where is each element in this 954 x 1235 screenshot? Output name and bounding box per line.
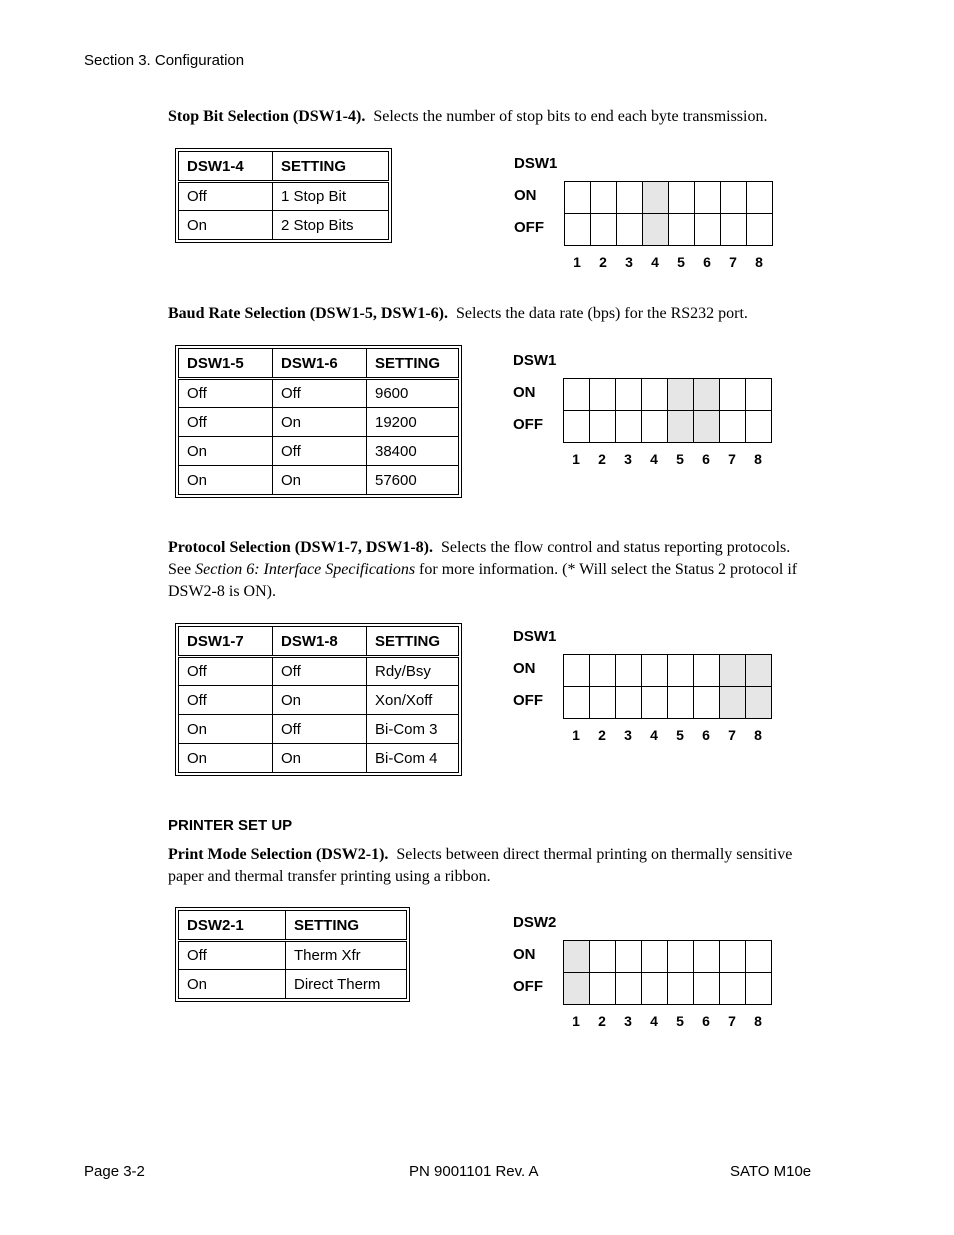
dip-off-label: OFF [513, 978, 543, 995]
table-row [179, 211, 389, 240]
column-header: SETTING [273, 152, 389, 182]
table-cell: Off [273, 657, 367, 686]
dip-switch-1-off-cell [564, 687, 590, 719]
dip-switch-2-off-cell [590, 411, 616, 443]
column-header: DSW1-5 [179, 349, 273, 379]
dip-switch-6-on-cell [694, 379, 720, 411]
table-cell: Off [179, 379, 273, 408]
print-mode-text: Selects between direct thermal printing on thermally sensitive paper and thermal transfer printing using a ribbon. [168, 846, 793, 885]
print-mode-paragraph [168, 844, 808, 888]
dip-switch-4-off-cell [642, 973, 668, 1005]
table-row [179, 744, 459, 773]
dip-switch-number: 1 [573, 254, 581, 270]
table-cell: Off [179, 941, 286, 970]
running-header: Section 3. Configuration [84, 52, 245, 69]
table-cell: Direct Therm [286, 970, 407, 999]
dip-switch-8-on-cell [746, 941, 772, 973]
table-header-row [179, 627, 459, 657]
dip-switch-number: 7 [728, 451, 736, 467]
dip-on-label: ON [513, 384, 536, 401]
dip-switch-grid [564, 181, 773, 246]
table-row [179, 941, 407, 970]
dip-off-label: OFF [513, 692, 543, 709]
dip-label: DSW2 [513, 914, 557, 931]
dip-switch-number: 3 [624, 451, 632, 467]
dip-switch-1-on-cell [564, 379, 590, 411]
dip-on-label: ON [514, 187, 537, 204]
table-row [179, 970, 407, 999]
dip-switch-4-on-cell [643, 182, 669, 214]
protocol-text-after: for more information. (* Will select the Status 2 protocol if DSW2-8 is ON). [168, 561, 798, 600]
printer-setup-heading: PRINTER SET UP [168, 817, 293, 834]
footer-part-number: PN 9001101 Rev. A [409, 1163, 539, 1180]
dip-switch-8-off-cell [746, 411, 772, 443]
dip-switch-3-on-cell [616, 379, 642, 411]
dip-switch-2-on-cell [590, 941, 616, 973]
baud-rate-table [175, 345, 462, 498]
dip-on-label: ON [513, 660, 536, 677]
stop-bit-table [175, 148, 392, 243]
dip-switch-5-on-cell [668, 379, 694, 411]
dip-switch-8-on-cell [746, 379, 772, 411]
dip-switch-7-off-cell [720, 411, 746, 443]
dip-switch-5-on-cell [668, 941, 694, 973]
table-row [179, 686, 459, 715]
dsw1-baud-rate-diagram [513, 347, 773, 467]
footer-product: SATO M10e [730, 1163, 812, 1180]
dip-switch-1-on-cell [564, 655, 590, 687]
dip-switch-1-off-cell [564, 411, 590, 443]
dip-switch-number: 6 [702, 727, 710, 743]
table-header-row [179, 911, 407, 941]
table-cell: Off [273, 437, 367, 466]
dip-switch-3-on-cell [616, 941, 642, 973]
dip-switch-1-off-cell [565, 214, 591, 246]
dip-switch-1-on-cell [564, 941, 590, 973]
dip-switch-number: 6 [703, 254, 711, 270]
table-cell: Off [273, 715, 367, 744]
dip-switch-6-on-cell [695, 182, 721, 214]
dip-switch-number: 8 [754, 727, 762, 743]
table-row [179, 182, 389, 211]
dip-switch-7-off-cell [720, 973, 746, 1005]
dip-switch-grid [563, 378, 772, 443]
dip-switch-7-off-cell [721, 214, 747, 246]
dip-switch-grid [563, 654, 772, 719]
table-row [179, 408, 459, 437]
stop-bit-paragraph [168, 106, 808, 128]
dip-switch-7-off-cell [720, 687, 746, 719]
dip-switch-4-on-cell [642, 941, 668, 973]
dip-switch-8-off-cell [746, 973, 772, 1005]
column-header: SETTING [367, 349, 459, 379]
dip-switch-number: 4 [650, 727, 658, 743]
table-cell: Bi-Com 4 [367, 744, 459, 773]
table-cell: 57600 [367, 466, 459, 495]
dip-switch-8-on-cell [746, 655, 772, 687]
dip-switch-number: 4 [650, 451, 658, 467]
dip-switch-4-on-cell [642, 379, 668, 411]
dip-switch-number: 3 [624, 1013, 632, 1029]
table-cell: On [179, 211, 273, 240]
baud-rate-title: Baud Rate Selection (DSW1-5, DSW1-6). [168, 305, 448, 322]
table-header-row [179, 349, 459, 379]
baud-rate-paragraph [168, 303, 808, 325]
table-cell: On [179, 466, 273, 495]
column-header: DSW1-8 [273, 627, 367, 657]
dsw1-stop-bit-diagram [514, 150, 774, 270]
print-mode-title: Print Mode Selection (DSW2-1). [168, 846, 389, 863]
table-cell: Off [179, 686, 273, 715]
table-cell: On [273, 466, 367, 495]
dip-switch-number: 7 [728, 1013, 736, 1029]
dip-switch-6-off-cell [695, 214, 721, 246]
dip-switch-7-on-cell [720, 379, 746, 411]
table-cell: Xon/Xoff [367, 686, 459, 715]
table-cell: Off [179, 657, 273, 686]
dip-switch-number: 7 [729, 254, 737, 270]
dip-switch-number: 5 [677, 254, 685, 270]
dip-switch-number: 5 [676, 1013, 684, 1029]
dip-switch-number: 8 [755, 254, 763, 270]
dip-switch-numbers [563, 1013, 771, 1029]
dip-switch-number: 2 [599, 254, 607, 270]
protocol-paragraph [168, 537, 808, 603]
dip-switch-5-off-cell [668, 973, 694, 1005]
dip-label: DSW1 [513, 628, 557, 645]
table-cell: Off [273, 379, 367, 408]
dip-switch-7-on-cell [720, 655, 746, 687]
dip-switch-6-off-cell [694, 411, 720, 443]
table-row [179, 466, 459, 495]
table-cell: Off [179, 182, 273, 211]
table-cell: On [273, 408, 367, 437]
dip-switch-5-off-cell [669, 214, 695, 246]
dip-switch-number: 1 [572, 451, 580, 467]
table-cell: 1 Stop Bit [273, 182, 389, 211]
dip-switch-3-off-cell [616, 973, 642, 1005]
dip-switch-8-off-cell [746, 687, 772, 719]
table-cell: Therm Xfr [286, 941, 407, 970]
table-cell: On [179, 744, 273, 773]
column-header: DSW2-1 [179, 911, 286, 941]
dip-switch-7-on-cell [720, 941, 746, 973]
dip-switch-number: 5 [676, 451, 684, 467]
dip-switch-2-off-cell [590, 687, 616, 719]
dip-switch-5-on-cell [669, 182, 695, 214]
dip-switch-number: 3 [624, 727, 632, 743]
dip-label: DSW1 [513, 352, 557, 369]
dip-switch-3-on-cell [616, 655, 642, 687]
table-cell: 2 Stop Bits [273, 211, 389, 240]
dip-switch-6-on-cell [694, 655, 720, 687]
dip-switch-4-off-cell [642, 411, 668, 443]
dip-switch-number: 2 [598, 727, 606, 743]
column-header: DSW1-6 [273, 349, 367, 379]
protocol-table [175, 623, 462, 776]
column-header: SETTING [286, 911, 407, 941]
dip-switch-3-off-cell [616, 687, 642, 719]
dip-label: DSW1 [514, 155, 558, 172]
protocol-text-before: Selects the flow control and status reporting protocols. See [168, 539, 791, 578]
dip-switch-number: 2 [598, 451, 606, 467]
dip-switch-number: 8 [754, 1013, 762, 1029]
table-cell: Off [179, 408, 273, 437]
dip-switch-1-on-cell [565, 182, 591, 214]
dip-switch-6-off-cell [694, 973, 720, 1005]
baud-rate-text: Selects the data rate (bps) for the RS232 port. [456, 305, 748, 322]
dip-switch-4-off-cell [643, 214, 669, 246]
dip-switch-4-off-cell [642, 687, 668, 719]
dip-switch-3-off-cell [616, 411, 642, 443]
stop-bit-title: Stop Bit Selection (DSW1-4). [168, 108, 366, 125]
stop-bit-text: Selects the number of stop bits to end each byte transmission. [373, 108, 768, 125]
column-header: SETTING [367, 627, 459, 657]
table-header-row [179, 152, 389, 182]
dip-switch-5-off-cell [668, 687, 694, 719]
dip-switch-number: 6 [702, 1013, 710, 1029]
dip-switch-2-on-cell [590, 379, 616, 411]
dip-switch-2-on-cell [590, 655, 616, 687]
dip-switch-number: 7 [728, 727, 736, 743]
dip-switch-3-off-cell [617, 214, 643, 246]
table-cell: 19200 [367, 408, 459, 437]
dip-switch-3-on-cell [617, 182, 643, 214]
dip-switch-number: 4 [650, 1013, 658, 1029]
dip-switch-numbers [563, 451, 771, 467]
table-cell: On [179, 970, 286, 999]
dip-on-label: ON [513, 946, 536, 963]
dip-switch-number: 3 [625, 254, 633, 270]
protocol-title: Protocol Selection (DSW1-7, DSW1-8). [168, 539, 433, 556]
column-header: DSW1-7 [179, 627, 273, 657]
table-cell: Bi-Com 3 [367, 715, 459, 744]
table-row [179, 715, 459, 744]
dsw1-protocol-diagram [513, 623, 773, 743]
dip-switch-number: 2 [598, 1013, 606, 1029]
table-row [179, 379, 459, 408]
table-cell: On [273, 744, 367, 773]
table-cell: On [179, 437, 273, 466]
dip-switch-2-on-cell [591, 182, 617, 214]
dip-switch-6-off-cell [694, 687, 720, 719]
dip-switch-8-off-cell [747, 214, 773, 246]
table-cell: 9600 [367, 379, 459, 408]
dip-switch-8-on-cell [747, 182, 773, 214]
dip-switch-number: 8 [754, 451, 762, 467]
dip-switch-5-off-cell [668, 411, 694, 443]
table-cell: On [273, 686, 367, 715]
dip-switch-grid [563, 940, 772, 1005]
footer-page-number: Page 3-2 [84, 1163, 145, 1180]
dip-off-label: OFF [514, 219, 544, 236]
column-header: DSW1-4 [179, 152, 273, 182]
dip-switch-number: 1 [572, 1013, 580, 1029]
dip-switch-4-on-cell [642, 655, 668, 687]
print-mode-table [175, 907, 410, 1002]
dip-switch-numbers [564, 254, 772, 270]
dsw2-print-mode-diagram [513, 909, 773, 1029]
table-cell: 38400 [367, 437, 459, 466]
dip-switch-6-on-cell [694, 941, 720, 973]
dip-switch-2-off-cell [590, 973, 616, 1005]
dip-switch-7-on-cell [721, 182, 747, 214]
table-cell: Rdy/Bsy [367, 657, 459, 686]
dip-switch-number: 1 [572, 727, 580, 743]
table-row [179, 437, 459, 466]
table-cell: On [179, 715, 273, 744]
dip-switch-number: 5 [676, 727, 684, 743]
dip-switch-numbers [563, 727, 771, 743]
interface-spec-reference: Section 6: Interface Specifications [195, 561, 416, 578]
dip-switch-number: 4 [651, 254, 659, 270]
dip-switch-5-on-cell [668, 655, 694, 687]
dip-off-label: OFF [513, 416, 543, 433]
dip-switch-1-off-cell [564, 973, 590, 1005]
dip-switch-2-off-cell [591, 214, 617, 246]
table-row [179, 657, 459, 686]
dip-switch-number: 6 [702, 451, 710, 467]
